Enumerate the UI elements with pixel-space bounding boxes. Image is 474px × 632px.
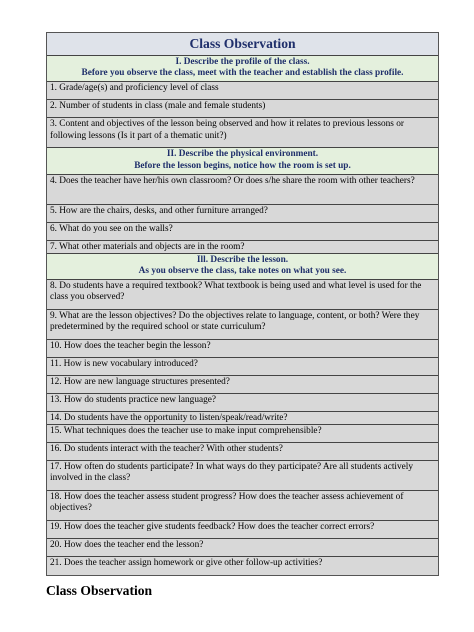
section-2-heading (47, 148, 438, 174)
section-heading-line1: I. Describe the profile of the class. (175, 57, 310, 67)
question-row: 5. How are the chairs, desks, and other furniture arranged? (47, 205, 438, 223)
question-row: 2. Number of students in class (male and female students) (47, 100, 438, 118)
question-row: 12. How are new language structures presented? (47, 376, 438, 394)
question-row: 9. What are the lesson objectives? Do the objectives relate to language, content, or both? Were they predetermined by the required school or state curriculum? (47, 310, 438, 340)
section-1-heading (47, 56, 438, 82)
section-heading-line2: As you observe the class, take notes on what you see. (138, 266, 347, 277)
question-row: 10. How does the teacher begin the lesson? (47, 340, 438, 358)
question-row: 13. How do students practice new language? (47, 394, 438, 412)
question-row: 20. How does the teacher end the lesson? (47, 539, 438, 557)
question-row: 8. Do students have a required textbook? What textbook is being used and what level is used for the class you observed? (47, 280, 438, 310)
question-row: 17. How often do students participate? In what ways do they participate? Are all students actively involved in the class? (47, 461, 438, 491)
question-row: 16. Do students interact with the teacher? With other students? (47, 443, 438, 461)
section-3-heading (47, 254, 438, 280)
question-row: 7. What other materials and objects are in the room? (47, 241, 438, 254)
question-row: 14. Do students have the opportunity to listen/speak/read/write? (47, 412, 438, 425)
section-heading-line2: Before the lesson begins, notice how the room is set up. (134, 160, 351, 171)
question-row: 4. Does the teacher have her/his own classroom? Or does s/he share the room with other teachers? (47, 175, 438, 205)
question-row: 21. Does the teacher assign homework or give other follow-up activities? (47, 557, 438, 575)
observation-form-table (46, 32, 439, 576)
section-heading-line1: II. Describe the physical environment. (166, 149, 319, 160)
section-heading-line1: Ill. Describe the lesson. (196, 254, 289, 265)
section-heading-line2: Before you observe the class, meet with the teacher and establish the class profile. (81, 68, 404, 79)
question-row: 15. What techniques does the teacher use to make input comprehensible? (47, 425, 438, 443)
footer-title: Class Observation (46, 583, 153, 598)
form-title: Class Observation (47, 33, 438, 56)
question-row: 19. How does the teacher give students feedback? How does the teacher correct errors? (47, 521, 438, 539)
question-row: 18. How does the teacher assess student progress? How does the teacher assess achievement of objectives? (47, 491, 438, 521)
question-row: 11. How is new vocabulary introduced? (47, 358, 438, 376)
question-row: 6. What do you see on the walls? (47, 223, 438, 241)
question-row: 3. Content and objectives of the lesson being observed and how it relates to previous lessons or following lessons (Is it part of a thematic unit?) (47, 118, 438, 148)
question-row: 1. Grade/age(s) and proficiency level of class (47, 82, 438, 100)
